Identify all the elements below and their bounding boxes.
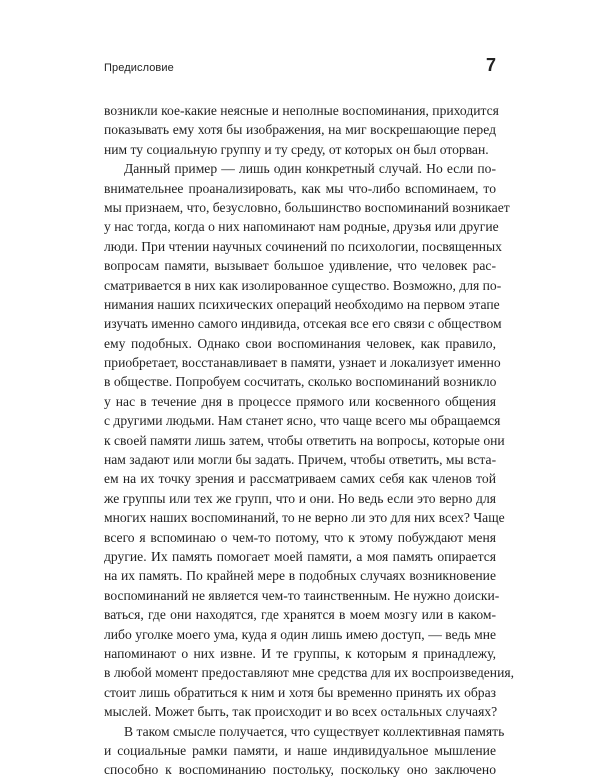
- text-line: мы признаем, что, безусловно, большинство воспоминаний возникает: [104, 199, 510, 215]
- text-line: нимания наших психических операций необходимо на первом этапе: [104, 296, 500, 312]
- text-line: другие. Их память помогает моей памяти, а моя память опирается: [104, 548, 496, 564]
- text-line: показывать ему хотя бы изображения, на миг воскрешающие перед: [104, 122, 496, 138]
- text-line: у нас в течение дня в процессе прямого или косвенного общения: [104, 393, 496, 409]
- text-line: ним ту социальную группу и ту среду, от которых он был оторван.: [104, 141, 489, 157]
- text-line: в обществе. Попробуем сосчитать, сколько воспоминаний возникло: [104, 374, 497, 390]
- running-head-title: Предисловие: [104, 62, 174, 74]
- text-line: мыслей. Может быть, так происходит и во всех остальных случаях?: [104, 704, 498, 720]
- text-line: ему подобных. Однако свои воспоминания человек, как правило,: [104, 335, 496, 351]
- body-text: [104, 101, 515, 780]
- text-line: вопросам памяти, вызывает большое удивление, что человек рас-: [104, 258, 496, 274]
- text-line: к своей памяти лишь затем, чтобы ответить на вопросы, которые они: [104, 432, 505, 448]
- text-line: же группы или тех же групп, что и они. Но ведь если это верно для: [104, 490, 496, 506]
- text-line: напоминают о них извне. И те группы, к которым я принадлежу,: [104, 645, 496, 661]
- page-number: 7: [486, 55, 497, 75]
- text-line: люди. При чтении научных сочинений по психологии, посвященных: [104, 238, 502, 254]
- text-line: нам задают или могли бы задать. Причем, чтобы ответить, мы вста-: [104, 452, 497, 468]
- text-line: сматривается в них как изолированное существо. Возможно, для по-: [104, 277, 502, 293]
- text-line: приобретает, восстанавливает в памяти, узнает и локализует именно: [104, 355, 501, 371]
- text-line: либо уголке моего ума, куда я один лишь имею доступ, — ведь мне: [104, 626, 496, 642]
- text-line: в любой момент предоставляют мне средства для их воспроизведения,: [104, 665, 515, 681]
- text-line: у нас тогда, когда о них напоминают нам родные, друзья или другие: [104, 219, 499, 235]
- text-line: с другими людьми. Нам станет ясно, что чаще всего мы обращаемся: [104, 413, 501, 429]
- text-line: ем на их точку зрения и рассматриваем самих себя как членов той: [104, 471, 496, 487]
- text-line: стоит лишь обратиться к ним и хотя бы временно принять их образ: [104, 684, 496, 700]
- text-line: изучать именно самого индивида, отсекая все его связи с обществом: [104, 316, 502, 332]
- text-line: внимательнее проанализировать, как мы что-либо вспоминаем, то: [104, 180, 496, 196]
- text-line: и социальные рамки памяти, и наше индивидуальное мышление: [104, 742, 496, 758]
- text-line: воспоминаний не является чем-то таинственным. Не нужно доиски-: [104, 587, 500, 603]
- text-line: способно к воспоминанию постольку, поскольку оно заключено: [104, 762, 496, 778]
- text-line: В таком смысле получается, что существует коллективная память: [124, 723, 505, 739]
- text-line: ваться, где они находятся, где хранятся в моем мозгу или в каком-: [104, 607, 496, 623]
- text-line: возникли кое-какие неясные и неполные воспоминания, приходится: [104, 103, 499, 118]
- text-line: всего я вспоминаю о чем-то потому, что к этому побуждают меня: [104, 529, 496, 545]
- text-line: на их память. По крайней мере в подобных случаях возникновение: [104, 568, 496, 584]
- text-line: многих наших воспоминаний, то не верно ли это для них всех? Чаще: [104, 510, 505, 526]
- text-line: Данный пример — лишь один конкретный случай. Но если по-: [124, 161, 496, 177]
